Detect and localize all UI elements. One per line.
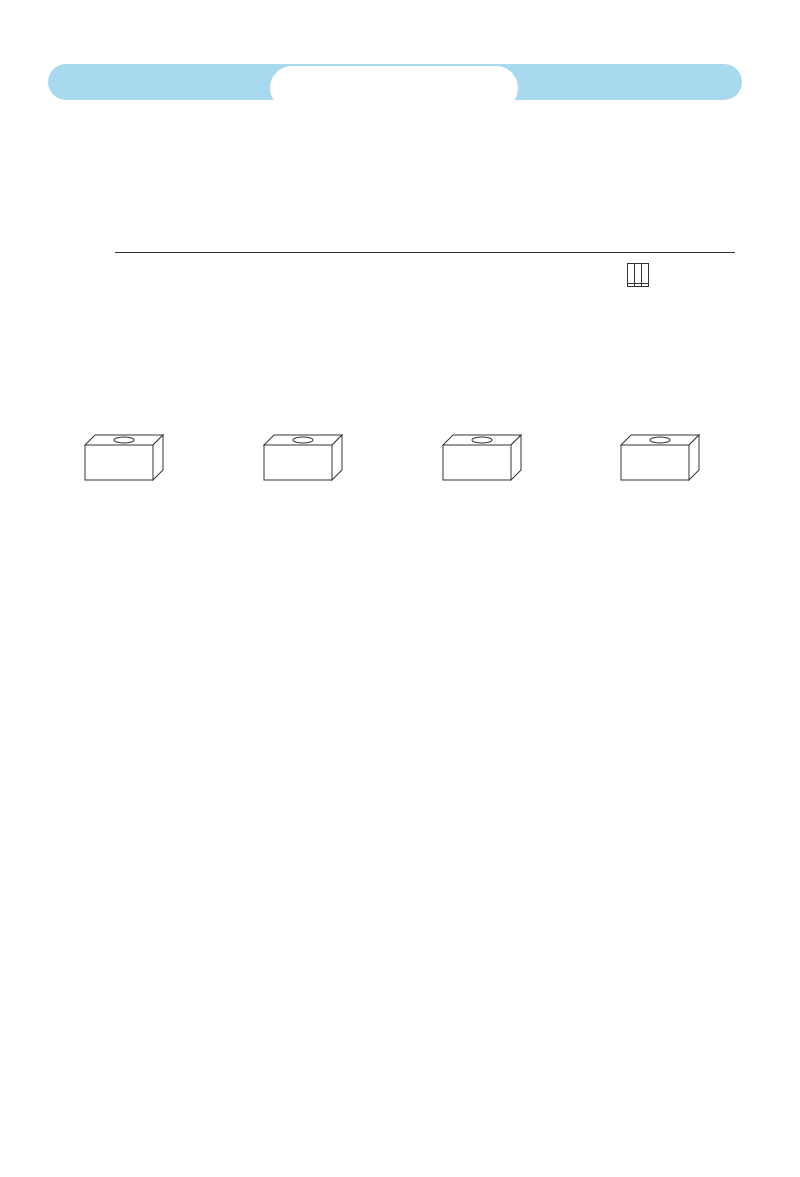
table-yellow-count [635, 284, 642, 287]
s1-q2-answer-line[interactable] [115, 252, 735, 253]
box-icon [615, 432, 701, 482]
s3-answer-area-1[interactable] [65, 858, 745, 958]
count-table [627, 263, 649, 287]
box-icon [258, 432, 344, 482]
table-header-yellow [635, 264, 642, 284]
page-title [270, 66, 518, 110]
table-header-color [628, 264, 635, 284]
box-option-b[interactable] [242, 432, 352, 484]
box-option-c[interactable] [421, 432, 531, 484]
table-blue-count [642, 284, 649, 287]
box-option-d[interactable] [599, 432, 709, 484]
box-option-a[interactable] [63, 432, 173, 484]
box-icon [79, 432, 165, 482]
box-icon [437, 432, 523, 482]
s3-answer-area-2[interactable] [65, 1000, 745, 1110]
table-row-label [628, 284, 635, 287]
table-header-blue [642, 264, 649, 284]
